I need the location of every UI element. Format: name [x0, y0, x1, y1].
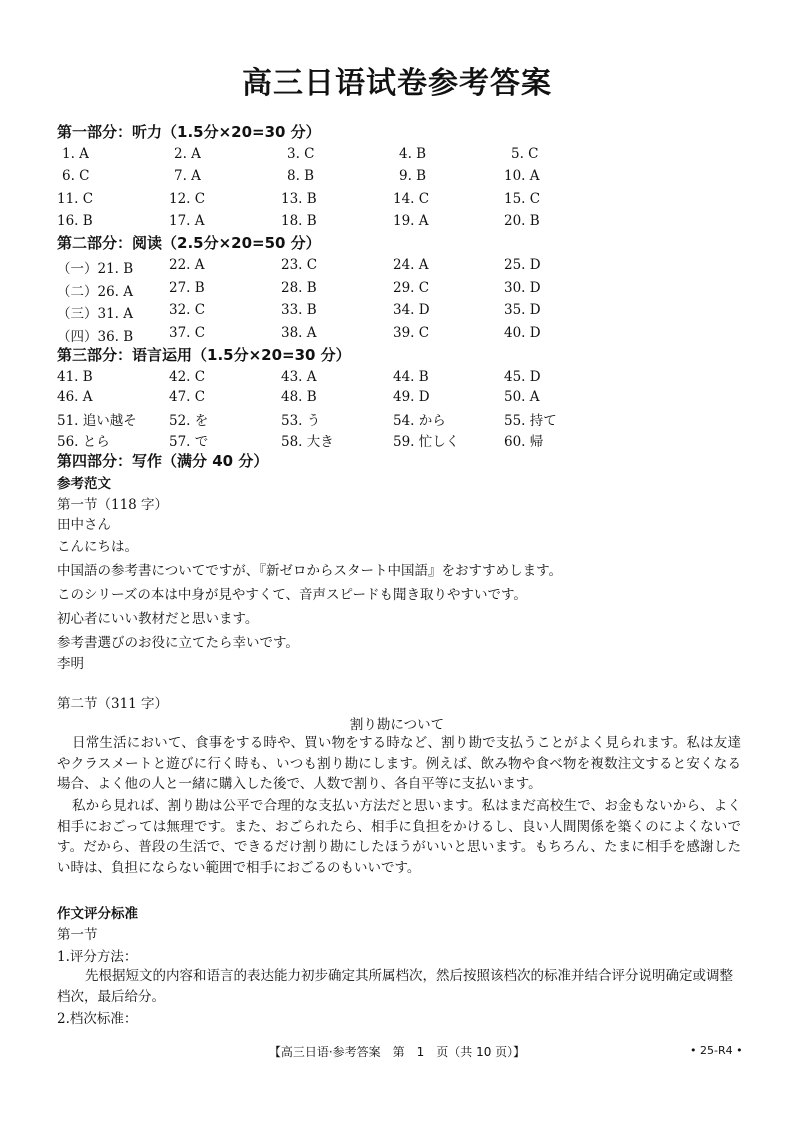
answer-row [0, 257, 794, 279]
answer-cell: 38. A [281, 325, 317, 341]
answer-cell: 55. 持て [504, 413, 557, 429]
answer-cell: 10. A [504, 168, 540, 184]
answer-cell: 30. D [504, 280, 541, 296]
grading-item: 2.档次标准： [57, 1011, 138, 1027]
answer-cell: 60. 帰 [504, 434, 544, 450]
answer-row [0, 146, 794, 168]
answer-cell: 42. C [169, 369, 206, 385]
answer-cell: 13. B [281, 191, 317, 207]
answer-cell: 43. A [281, 369, 317, 385]
section2-label: 第二节（311 字） [57, 696, 169, 712]
answer-cell: 3. C [287, 146, 315, 162]
answer-cell: 35. D [504, 302, 541, 318]
essay-title: 割り勘について [349, 717, 445, 733]
answer-cell: 40. D [504, 325, 541, 341]
answer-cell: 2. A [174, 146, 201, 162]
part1-heading: 第一部分：听力（1.5分×20=30 分） [57, 123, 321, 141]
answer-cell: 49. D [393, 389, 430, 405]
answer-cell: 59. 忙しく [393, 434, 460, 450]
answer-cell: 1. A [62, 146, 89, 162]
grading-subsection: 第一节 [57, 927, 98, 943]
answer-cell: 53. う [281, 413, 321, 429]
answer-cell: 20. B [504, 213, 540, 229]
section1-label: 第一节（118 字） [57, 497, 169, 513]
answer-cell: 50. A [504, 389, 540, 405]
answer-cell: 44. B [393, 369, 429, 385]
answer-cell: 19. A [393, 213, 429, 229]
answer-cell: 15. C [504, 191, 541, 207]
essay-paragraph: 私から見れば、割り勘は公平で合理的な支払い方法だと思います。私はまだ高校生で、お金もないから、よく相手におごっては無理です。また、おごられたら、相手に負担をかけるし、良い人間関係を築くのによくないです。だから、普段の生活で、できるだけ割り勘にしたほうがいいと思います。もちろん、たまに相手を感謝したい時は、負担にならない範囲で相手におごるのもいいです。 [57, 798, 741, 877]
answer-cell: 23. C [281, 257, 318, 273]
answer-cell: 14. C [393, 191, 430, 207]
answer-cell: （四）36. B [57, 329, 134, 345]
answer-cell: 32. C [169, 302, 206, 318]
answer-cell: 51. 追い越そ [57, 413, 137, 429]
grading-heading: 作文评分标准 [57, 906, 138, 922]
answer-cell: 46. A [57, 389, 93, 405]
answer-cell: 48. B [281, 389, 317, 405]
answer-cell: 11. C [57, 191, 94, 207]
letter-line: 参考書選びのお役に立てたら幸いです。 [57, 635, 299, 651]
answer-row [0, 409, 794, 431]
answer-cell: 5. C [511, 146, 539, 162]
answer-row [0, 191, 794, 213]
page-footer: 【高三日语·参考答案 第 1 页（共 10 页）】 [268, 1045, 526, 1059]
answer-cell: 29. C [393, 280, 430, 296]
answer-cell: 27. B [169, 280, 205, 296]
part4-heading: 第四部分：写作（满分 40 分） [57, 452, 269, 470]
part2-heading: 第二部分：阅读（2.5分×20=50 分） [57, 234, 321, 252]
answer-row [0, 280, 794, 302]
answer-cell: 7. A [174, 168, 201, 184]
sample-label: 参考范文 [57, 476, 111, 492]
answer-cell: 22. A [169, 257, 205, 273]
answer-cell: 41. B [57, 369, 93, 385]
answer-cell: 8. B [287, 168, 315, 184]
answer-row [0, 168, 794, 190]
answer-cell: 37. C [169, 325, 206, 341]
answer-cell: 52. を [169, 413, 209, 429]
answer-cell: 54. から [393, 413, 446, 429]
letter-line: 中国語の参考書についてですが、『新ゼロからスタート中国語』をおすすめします。 [57, 563, 563, 579]
answer-cell: 33. B [281, 302, 317, 318]
grading-item: 1.评分方法： [57, 949, 138, 965]
answer-cell: （三）31. A [57, 306, 134, 322]
page-title: 高三日语试卷参考答案 [242, 66, 552, 101]
answer-cell: 47. C [169, 389, 206, 405]
letter-line: 初心者にいい教材だと思います。 [57, 611, 259, 627]
answer-cell: 28. B [281, 280, 317, 296]
answer-cell: 58. 大き [281, 434, 334, 450]
answer-cell: 9. B [399, 168, 427, 184]
answer-cell: 17. A [169, 213, 205, 229]
letter-line: 田中さん [57, 517, 111, 533]
answer-cell: 45. D [504, 369, 541, 385]
answer-cell: 57. で [169, 434, 209, 450]
answer-cell: 4. B [399, 146, 427, 162]
answer-cell: 25. D [504, 257, 541, 273]
answer-row [0, 302, 794, 324]
grading-text: 先根据短文的内容和语言的表达能力初步确定其所属档次，然后按照该档次的标准并结合评分说明确定或调整档次，最后给分。 [57, 968, 733, 1005]
answer-cell: 39. C [393, 325, 430, 341]
answer-cell: 34. D [393, 302, 430, 318]
letter-line: 李明 [57, 656, 84, 672]
letter-line: こんにちは。 [57, 539, 138, 555]
answer-row [0, 369, 794, 391]
answer-cell: （一）21. B [57, 261, 134, 277]
answer-cell: （二）26. A [57, 284, 134, 300]
answer-cell: 56. とら [57, 434, 110, 450]
answer-row [0, 389, 794, 411]
answer-row [0, 430, 794, 452]
answer-cell: 6. C [62, 168, 90, 184]
answer-cell: 16. B [57, 213, 93, 229]
footer-code: • 25-R4 • [690, 1044, 743, 1057]
essay-paragraph: 日常生活において、食事をする時や、買い物をする時など、割り勘で支払うことがよく見られます。私は友達やクラスメートと遊びに行く時も、いつも割り勘にします。例えば、飲み物や食べ物を複数注文すると安くなる場合、よく他の人と一緒に購入した後で、人数で割り、各自平等に支払います。 [57, 735, 741, 793]
answer-cell: 24. A [393, 257, 429, 273]
answer-cell: 18. B [281, 213, 317, 229]
letter-line: このシリーズの本は中身が見やすくて、音声スピードも聞き取りやすいです。 [57, 587, 527, 603]
part3-heading: 第三部分：语言运用（1.5分×20=30 分） [57, 346, 351, 364]
answer-cell: 12. C [169, 191, 206, 207]
